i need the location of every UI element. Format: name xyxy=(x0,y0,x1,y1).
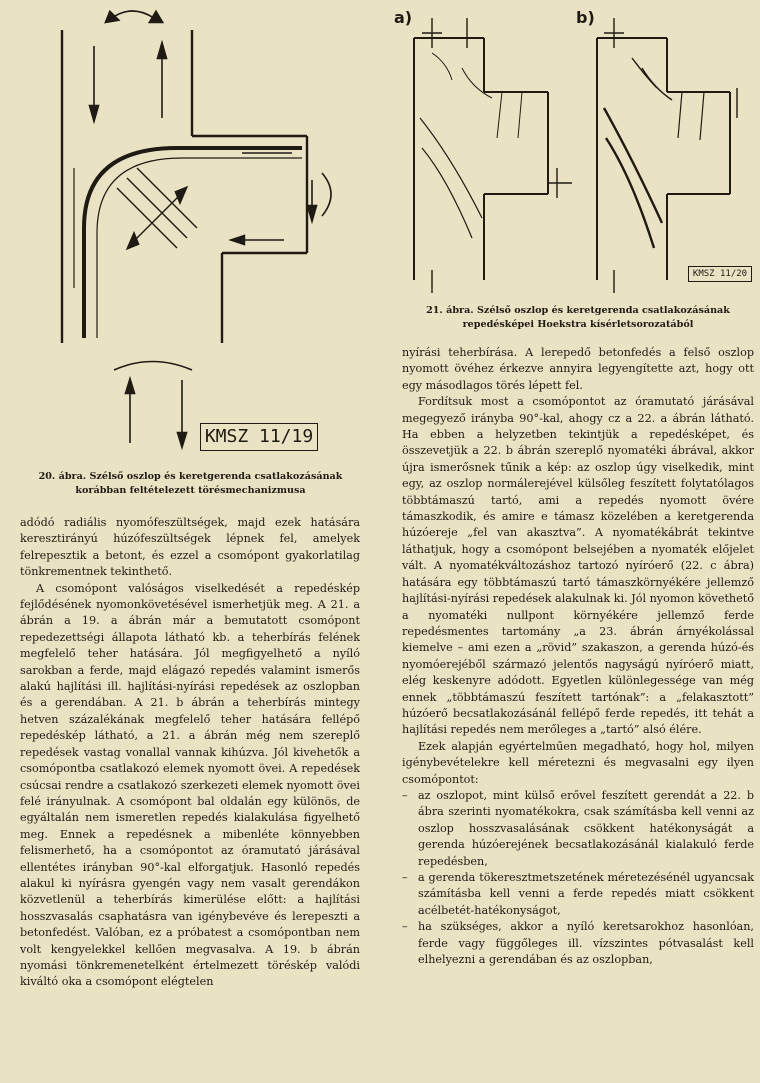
figure-21-caption-text: Szélső oszlop és keretgerenda csatlakozásának repedésképei Hoekstra kísérletsorozatából xyxy=(462,305,730,330)
bullet-dash: – xyxy=(402,871,408,884)
figure-20-drawing xyxy=(22,8,352,458)
figure-21-label-a: a) xyxy=(394,8,413,27)
figure-21-stamp: KMSZ 11/20 xyxy=(688,266,752,282)
paragraph: Fordítsuk most a csomópontot az óramutató járásával megegyező irányba 90°-kal, ahogy cz a 22. a ábrán látható. Ha ebben a helyzetben tekintjük a repedésképet, és összevetjük a 22. b ábrán szereplő nyomatéki ábrával, akkor újra ismerősnek tűnik a kép: az oszlop úgy viselkedik, mint egy, az oszlop normálerejével külsőleg feszített folytatólagos többtámaszú tartó, ami a repedés nyomott övére támaszkodik, és amire e támasz közelében a keretgerenda húzóereje „fel van akasztva”. A nyomatékábrát tekintve láthatjuk, hogy a csomópont belsejében a nyomaték előjelet vált. A nyomatékváltozáshoz tartozó nyíróerő (22. c ábra) hatására egy többtámaszú tartó támaszkörnyékére jellemző hajlítási-nyírási repedések alakulnak ki. Jól nyomon követhető a nyomatéki nullpont környékére jellemző ferde repedésmentes tartomány „a 23. ábrán árnyékolással kiemelve – ami ezen a „rövid” szakaszon, a gerenda húzó-és nyomóerejéből származó jelentős nagyságú nyíróerő miatt, elég keskenyre adódott. Egyetlen különlegessége van még ennek „többtámaszú feszített tartónak”: a „felakasztott” húzóerő becsatlakozásánál fellépő ferde repedés, itt tehát a hajlítási repedés nem merőleges a „tartó” alsó élére. xyxy=(402,395,754,737)
bullet-dash: – xyxy=(402,920,408,934)
figure-20-caption-label: 20. ábra. xyxy=(38,471,87,482)
list-item xyxy=(402,870,754,919)
figure-20-caption-text: Szélső oszlop és keretgerenda csatlakozásának korábban feltételezett törésmechanizmusa xyxy=(75,471,343,496)
figure-20-stamp: KMSZ 11/19 xyxy=(200,423,318,451)
figure-21-drawing xyxy=(392,8,752,298)
bullet-dash: – xyxy=(402,788,408,802)
list-item xyxy=(402,919,754,968)
figure-21-label-b: b) xyxy=(576,8,595,27)
figure-20 xyxy=(22,8,352,458)
paragraph: A csomópont valóságos viselkedését a repedéskép fejlődésének nyomonkövetésével ismerhetjük meg. A 21. a ábrán a 19. a ábrán már a bemutatott csomópont repedezettségi állapota látható kb. a teherbírás felének megfelelő teher hatására. Jól megfigyelhető a nyíló sarokban a ferde, majd elágazó repedés valamint ismerős alakú hajlítási ill. hajlítási-nyírási repedések az oszlopban és a gerendában. A 21. b ábrán a teherbírás mintegy hetven százalékának megfelelő teher hatására fellépő repedéskép látható, a 21. a ábrán még nem szereplő repedések vastag vonallal vannak kihúzva. Jól kivehetők a csomópontba csatlakozó elemek nyomott övei. A repedések csúcsai rendre a csatlakozó szerkezeti elemek nyomott övei felé irányulnak. A csomópont bal oldalán egy különös, de egyáltalán nem ismeretlen repedés kialakulása figyelhető meg. Ennek a repedésnek a mibenléte könnyebben felismerhető, ha a csomópontot az óramutató járásával ellentétes irányban 90°-kal elforgatjuk. Hasonló repedés alakul ki nyírásra gyengén vagy nem vasalt gerendákon közvetlenül a teherbírás kimerülése előtt: a hajlítási hosszvasalás csaphatásra van igénybevéve és lerepeszti a betonfedést. Valóban, ez a próbatest a csomópontban nem volt kengyelekkel kellően megvasalva. A 19. b ábrán nyomási tönkremenetelként értelmezett töréskép valódi kiváltó oka a csomópont elégtelen xyxy=(20,581,360,989)
list-item-text: ha szükséges, akkor a nyíló keretsarokhoz hasonlóan, ferde vagy függőleges ill. vízszintes pótvasalást kell elhelyezni a gerendában és az oszlopban, xyxy=(418,920,754,967)
paragraph: adódó radiális nyomófeszültségek, majd ezek hatására keresztirányú húzófeszültségek lépnek fel, amelyek felrepesztik a betont, és ezzel a csomópont gyakorlatilag tönkrementnek tekinthető. xyxy=(20,516,360,579)
left-column xyxy=(20,515,360,991)
list-item-text: az oszlopot, mint külső erővel feszített gerendát a 22. b ábra szerinti nyomatékokra, csak számításba kell venni az oszlop hosszvasalásának csökkent hatékonyságát a gerenda húzóerejének becsatlakozásánál kialakuló ferde repedésben, xyxy=(418,788,754,868)
paragraph: Ezek alapján egyértelműen megadható, hogy hol, milyen igénybevételekre kell méretezni és megvasalni egy ilyen csomópontot: xyxy=(402,739,754,786)
figure-20-caption xyxy=(18,470,363,498)
list-item xyxy=(402,788,754,870)
figure-21 xyxy=(392,8,752,298)
list-item-text: a gerenda tökeresztmetszetének méretezésénél ugyancsak számításba kell venni a ferde repedés miatt csökkent acélbetét-hatékonyságot, xyxy=(418,871,754,917)
right-column xyxy=(402,345,754,968)
paragraph: nyírási teherbírása. A lerepedő betonfedés a felső oszlop nyomott övéhez érkezve annyira legyengítette azt, hogy ott egy másodlagos törés lépett fel. xyxy=(402,346,754,392)
figure-21-caption-label: 21. ábra. xyxy=(426,305,474,316)
figure-21-caption xyxy=(400,304,756,332)
